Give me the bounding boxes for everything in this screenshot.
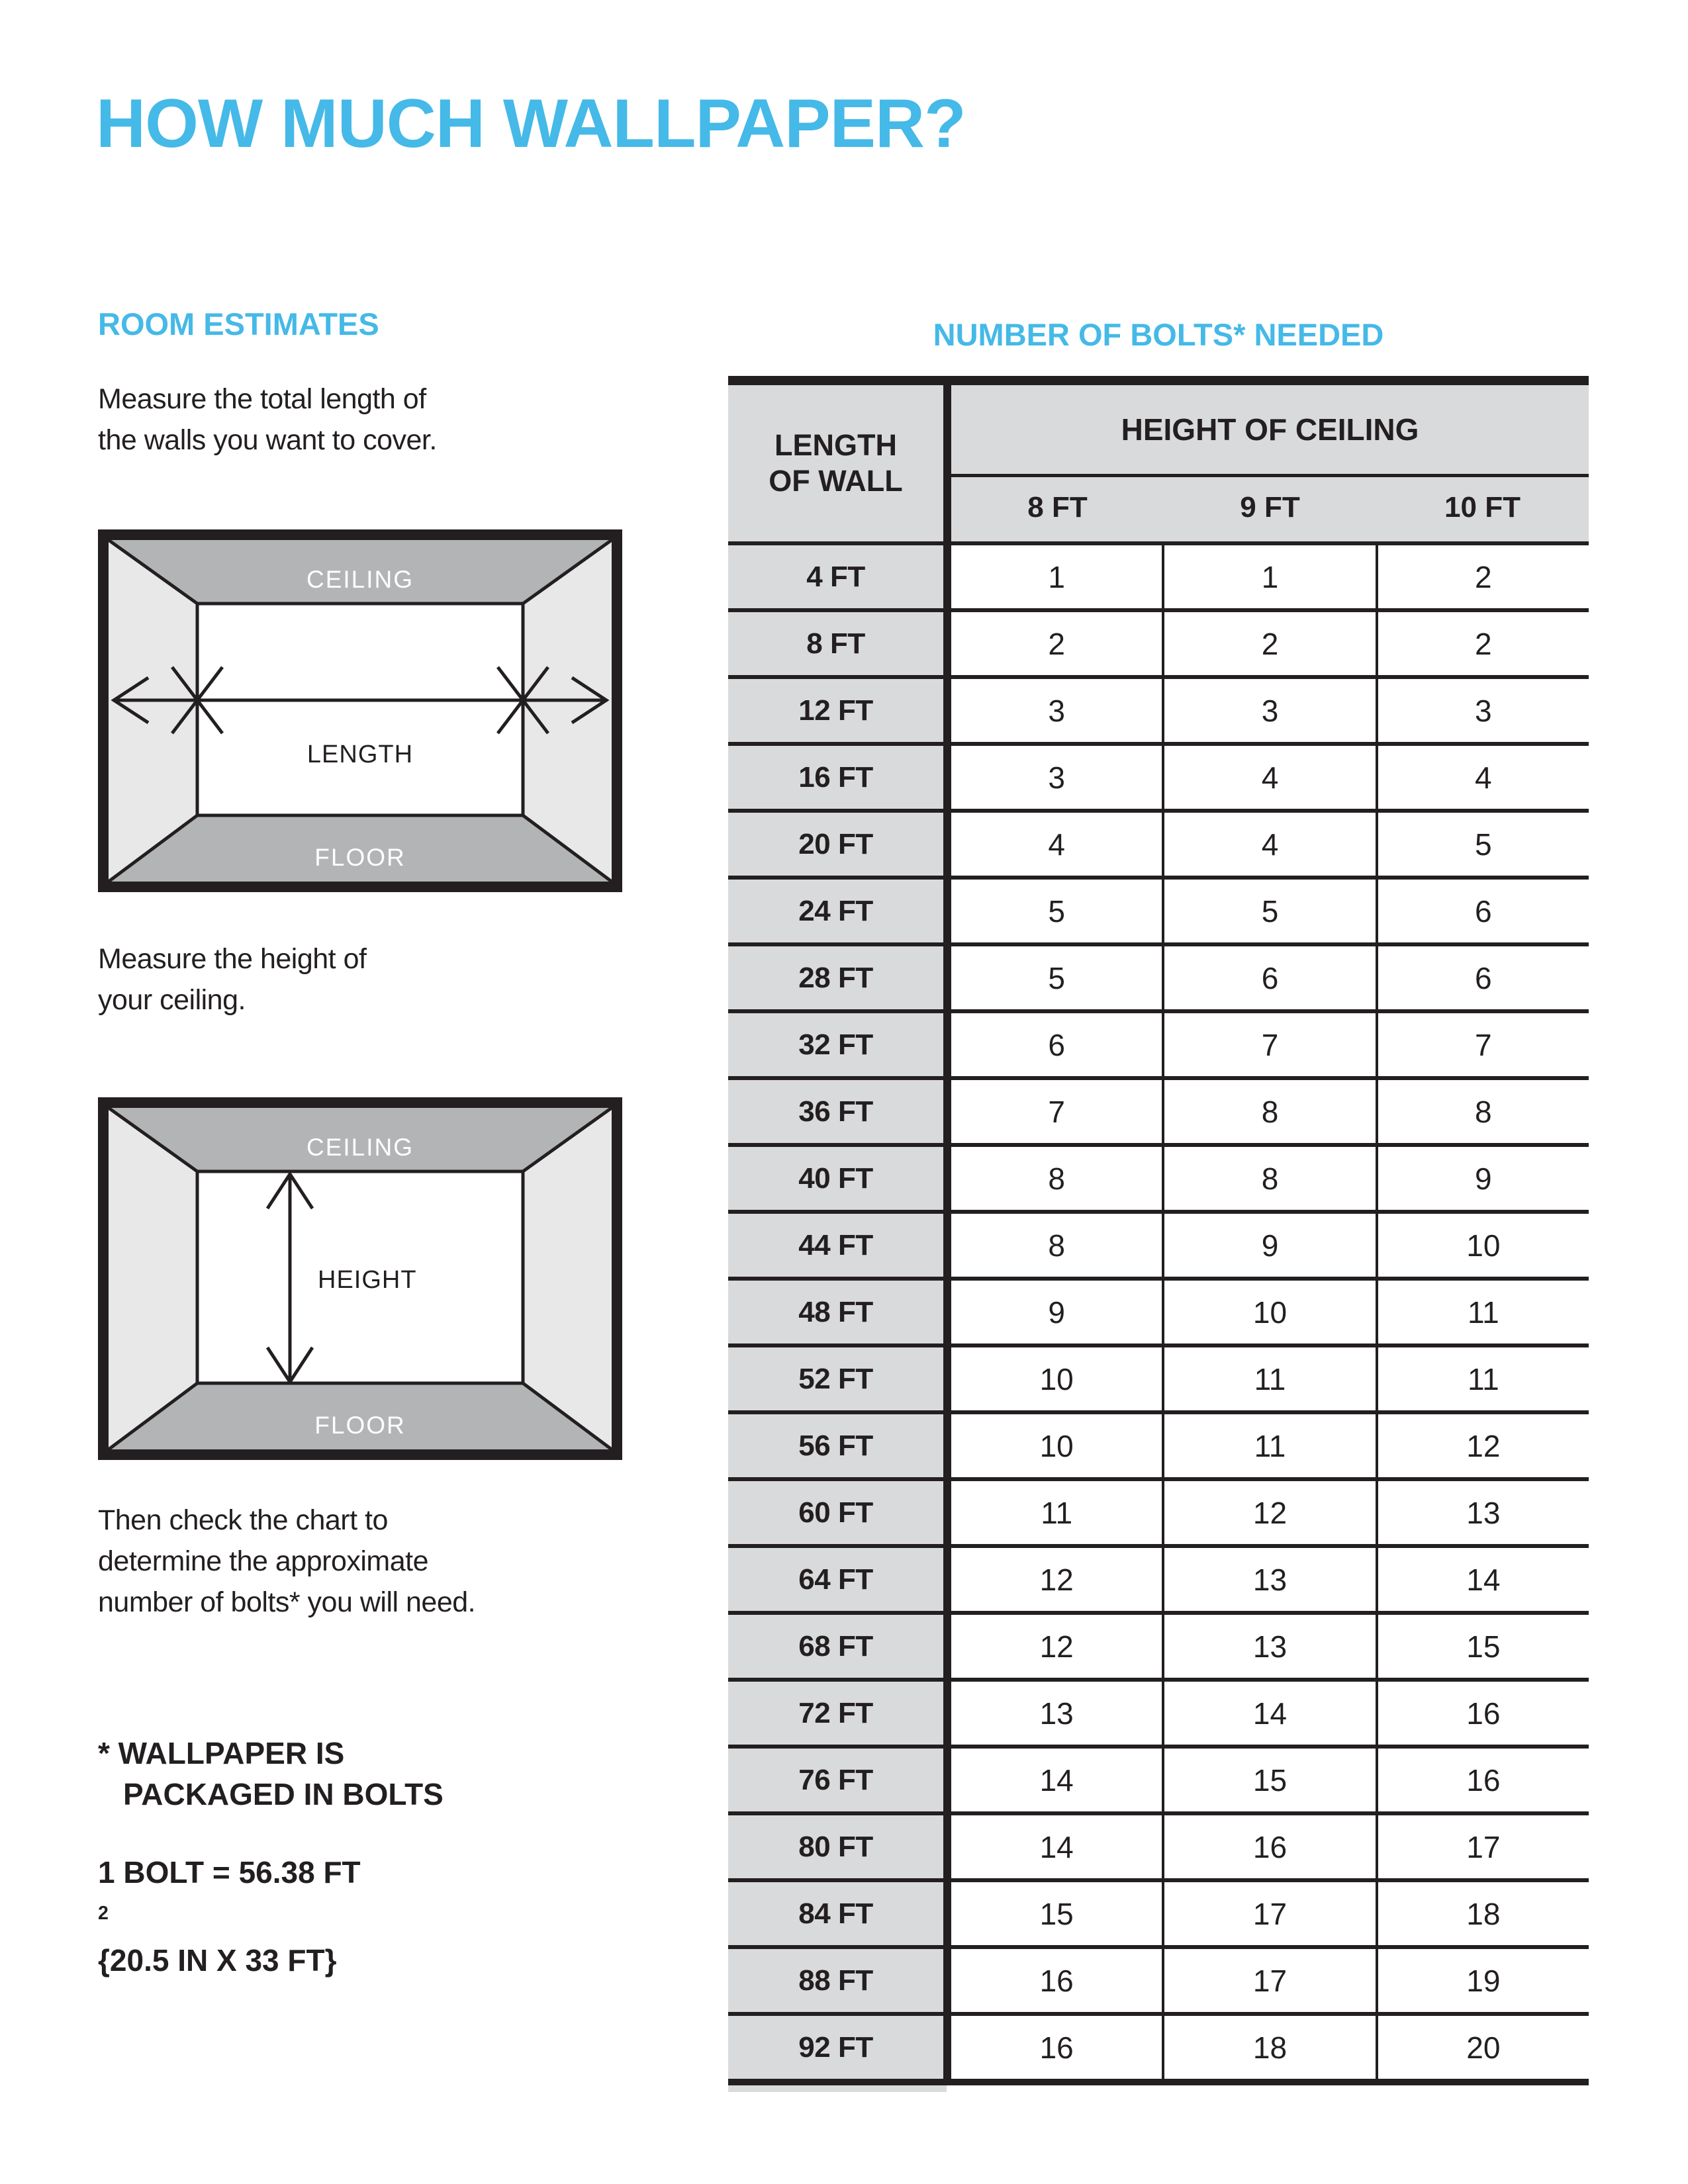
- row-length-cell: 48 FT: [728, 1281, 943, 1343]
- bolts-9ft-cell: 10: [1162, 1281, 1375, 1343]
- bolts-9ft-cell: 18: [1162, 2016, 1375, 2079]
- bolts-10ft-cell: 8: [1376, 1080, 1589, 1143]
- table-row: [728, 1811, 1589, 1878]
- bolts-10ft-cell: 9: [1376, 1147, 1589, 1210]
- bolts-8ft-cell: 8: [951, 1214, 1162, 1277]
- bolts-9ft-cell: 13: [1162, 1548, 1375, 1611]
- instruction-measure-height: [98, 938, 366, 1021]
- table-row: [728, 742, 1589, 809]
- table-row: [728, 1277, 1589, 1343]
- instruction-line: the walls you want to cover.: [98, 424, 437, 456]
- room-estimates-heading: ROOM ESTIMATES: [98, 306, 379, 341]
- row-length-cell: 80 FT: [728, 1815, 943, 1878]
- row-length-cell: 24 FT: [728, 880, 943, 942]
- bolts-8ft-cell: 15: [951, 1882, 1162, 1945]
- instruction-measure-length: [98, 379, 437, 461]
- table-row: [728, 942, 1589, 1009]
- bolt-dimensions: {20.5 IN X 33 FT}: [98, 1943, 337, 1978]
- table-row: [728, 675, 1589, 742]
- bolts-10ft-cell: 11: [1376, 1347, 1589, 1410]
- bolts-8ft-cell: 8: [951, 1147, 1162, 1210]
- height-of-ceiling-header-group: [951, 385, 1589, 541]
- bolts-9ft-cell: 3: [1162, 679, 1375, 742]
- bolts-8ft-cell: 12: [951, 1548, 1162, 1611]
- row-length-cell: 4 FT: [728, 545, 943, 608]
- table-body: [728, 541, 1589, 2079]
- row-length-cell: 12 FT: [728, 679, 943, 742]
- height-dimension-label: HEIGHT: [318, 1266, 417, 1294]
- instruction-check-chart: [98, 1500, 475, 1623]
- table-row: [728, 2012, 1589, 2079]
- row-length-cell: 28 FT: [728, 946, 943, 1009]
- row-length-cell: 20 FT: [728, 813, 943, 876]
- bolts-9ft-cell: 17: [1162, 1949, 1375, 2012]
- table-row: [728, 1611, 1589, 1678]
- bolts-9ft-cell: 13: [1162, 1615, 1375, 1678]
- table-row: [728, 1678, 1589, 1745]
- bolts-9ft-cell: 8: [1162, 1147, 1375, 1210]
- ceiling-height-subheaders: [951, 477, 1589, 538]
- col-header-8ft: 8 FT: [1027, 491, 1088, 523]
- bolts-8ft-cell: 16: [951, 2016, 1162, 2079]
- row-length-cell: 52 FT: [728, 1347, 943, 1410]
- row-length-cell: 40 FT: [728, 1147, 943, 1210]
- header-line: LENGTH: [774, 428, 897, 462]
- row-length-cell: 8 FT: [728, 612, 943, 675]
- table-row: [728, 876, 1589, 942]
- col-header-10ft: 10 FT: [1444, 491, 1521, 523]
- row-length-cell: 32 FT: [728, 1013, 943, 1076]
- table-row: [728, 1343, 1589, 1410]
- instruction-line: number of bolts* you will need.: [98, 1586, 476, 1618]
- bolts-8ft-cell: 13: [951, 1682, 1162, 1745]
- bolts-9ft-cell: 16: [1162, 1815, 1375, 1878]
- length-dimension-label: LENGTH: [306, 741, 414, 768]
- row-length-cell: 72 FT: [728, 1682, 943, 1745]
- row-length-cell: 56 FT: [728, 1414, 943, 1477]
- bolt-size-info: [98, 1852, 361, 1981]
- bolts-8ft-cell: 12: [951, 1615, 1162, 1678]
- table-row: [728, 1210, 1589, 1277]
- table-row: [728, 1143, 1589, 1210]
- bolts-table: [728, 376, 1589, 2092]
- bolts-10ft-cell: 18: [1376, 1882, 1589, 1945]
- table-vertical-divider: [943, 385, 951, 2079]
- bolts-8ft-cell: 5: [951, 880, 1162, 942]
- bolts-10ft-cell: 19: [1376, 1949, 1589, 2012]
- bolts-9ft-cell: 14: [1162, 1682, 1375, 1745]
- bolts-10ft-cell: 2: [1376, 545, 1589, 608]
- bolts-10ft-cell: 10: [1376, 1214, 1589, 1277]
- page-title: HOW MUCH WALLPAPER?: [96, 85, 966, 162]
- table-row: [728, 608, 1589, 675]
- bolts-8ft-cell: 16: [951, 1949, 1162, 2012]
- bolts-9ft-cell: 6: [1162, 946, 1375, 1009]
- row-length-cell: 68 FT: [728, 1615, 943, 1678]
- bolts-10ft-cell: 17: [1376, 1815, 1589, 1878]
- instruction-line: your ceiling.: [98, 984, 246, 1016]
- footnote-line: PACKAGED IN BOLTS: [123, 1777, 444, 1811]
- row-length-cell: 76 FT: [728, 1749, 943, 1811]
- table-row: [728, 1477, 1589, 1544]
- table-row: [728, 1410, 1589, 1477]
- length-of-wall-header: [728, 385, 943, 541]
- bolts-8ft-cell: 3: [951, 746, 1162, 809]
- table-row: [728, 1745, 1589, 1811]
- bolt-equation: [98, 1852, 361, 1940]
- row-length-cell: 84 FT: [728, 1882, 943, 1945]
- row-length-cell: 44 FT: [728, 1214, 943, 1277]
- table-row: [728, 541, 1589, 608]
- room-height-diagram: [98, 1097, 622, 1460]
- instruction-line: Then check the chart to: [98, 1504, 388, 1536]
- floor-label: FLOOR: [314, 844, 406, 871]
- row-length-cell: 92 FT: [728, 2016, 943, 2079]
- bolts-8ft-cell: 1: [951, 545, 1162, 608]
- bolts-9ft-cell: 7: [1162, 1013, 1375, 1076]
- bolts-8ft-cell: 9: [951, 1281, 1162, 1343]
- bolts-9ft-cell: 5: [1162, 880, 1375, 942]
- bolts-10ft-cell: 4: [1376, 746, 1589, 809]
- bolts-8ft-cell: 10: [951, 1414, 1162, 1477]
- table-row: [728, 1544, 1589, 1611]
- bolts-table-heading: NUMBER OF BOLTS* NEEDED: [933, 317, 1384, 352]
- bolts-10ft-cell: 7: [1376, 1013, 1589, 1076]
- instruction-line: Measure the total length of: [98, 383, 426, 415]
- instruction-line: determine the approximate: [98, 1545, 429, 1577]
- table-row: [728, 1945, 1589, 2012]
- bolts-10ft-cell: 13: [1376, 1481, 1589, 1544]
- bolts-10ft-cell: 16: [1376, 1749, 1589, 1811]
- bolts-footnote: [98, 1733, 444, 1815]
- table-row: [728, 809, 1589, 876]
- bolts-8ft-cell: 5: [951, 946, 1162, 1009]
- bolts-10ft-cell: 3: [1376, 679, 1589, 742]
- footnote-line: * WALLPAPER IS: [98, 1736, 345, 1770]
- height-of-ceiling-header: HEIGHT OF CEILING: [951, 385, 1589, 477]
- col-header-9ft: 9 FT: [1240, 491, 1300, 523]
- bolts-8ft-cell: 14: [951, 1749, 1162, 1811]
- bolts-9ft-cell: 11: [1162, 1347, 1375, 1410]
- row-length-cell: 60 FT: [728, 1481, 943, 1544]
- table-row: [728, 1009, 1589, 1076]
- bolts-10ft-cell: 15: [1376, 1615, 1589, 1678]
- bolts-8ft-cell: 6: [951, 1013, 1162, 1076]
- instruction-line: Measure the height of: [98, 943, 367, 975]
- row-length-cell: 16 FT: [728, 746, 943, 809]
- bolts-9ft-cell: 8: [1162, 1080, 1375, 1143]
- back-wall: [197, 604, 523, 815]
- room-length-diagram: [98, 529, 622, 892]
- bolts-10ft-cell: 6: [1376, 880, 1589, 942]
- bolts-9ft-cell: 17: [1162, 1882, 1375, 1945]
- bolts-8ft-cell: 7: [951, 1080, 1162, 1143]
- bolts-9ft-cell: 1: [1162, 545, 1375, 608]
- bolt-equation-text: 1 BOLT = 56.38 FT: [98, 1855, 361, 1889]
- floor-label: FLOOR: [314, 1412, 406, 1439]
- bolts-10ft-cell: 11: [1376, 1281, 1589, 1343]
- bolts-8ft-cell: 11: [951, 1481, 1162, 1544]
- bolts-9ft-cell: 11: [1162, 1414, 1375, 1477]
- row-length-cell: 36 FT: [728, 1080, 943, 1143]
- bolts-8ft-cell: 10: [951, 1347, 1162, 1410]
- bolts-10ft-cell: 5: [1376, 813, 1589, 876]
- bolts-9ft-cell: 4: [1162, 813, 1375, 876]
- bolts-9ft-cell: 4: [1162, 746, 1375, 809]
- row-length-cell: 88 FT: [728, 1949, 943, 2012]
- table-row: [728, 1076, 1589, 1143]
- table-top-border: [728, 376, 1589, 385]
- bolts-8ft-cell: 4: [951, 813, 1162, 876]
- ceiling-label: CEILING: [306, 1134, 414, 1161]
- bolts-10ft-cell: 20: [1376, 2016, 1589, 2079]
- header-line: OF WALL: [769, 464, 903, 498]
- table-header: [728, 385, 1589, 541]
- bolts-8ft-cell: 2: [951, 612, 1162, 675]
- bolts-10ft-cell: 12: [1376, 1414, 1589, 1477]
- bolts-10ft-cell: 2: [1376, 612, 1589, 675]
- bolts-9ft-cell: 12: [1162, 1481, 1375, 1544]
- table-row: [728, 1878, 1589, 1945]
- bolts-10ft-cell: 16: [1376, 1682, 1589, 1745]
- bolts-8ft-cell: 3: [951, 679, 1162, 742]
- row-length-cell: 64 FT: [728, 1548, 943, 1611]
- table-bottom-gray-strip: [728, 2085, 947, 2092]
- table-bottom-border: [728, 2079, 1589, 2085]
- bolts-8ft-cell: 14: [951, 1815, 1162, 1878]
- ceiling-label: CEILING: [306, 566, 414, 593]
- bolts-10ft-cell: 14: [1376, 1548, 1589, 1611]
- bolt-equation-exponent: 2: [98, 1903, 109, 1924]
- bolts-9ft-cell: 9: [1162, 1214, 1375, 1277]
- bolts-10ft-cell: 6: [1376, 946, 1589, 1009]
- bolts-9ft-cell: 15: [1162, 1749, 1375, 1811]
- bolts-9ft-cell: 2: [1162, 612, 1375, 675]
